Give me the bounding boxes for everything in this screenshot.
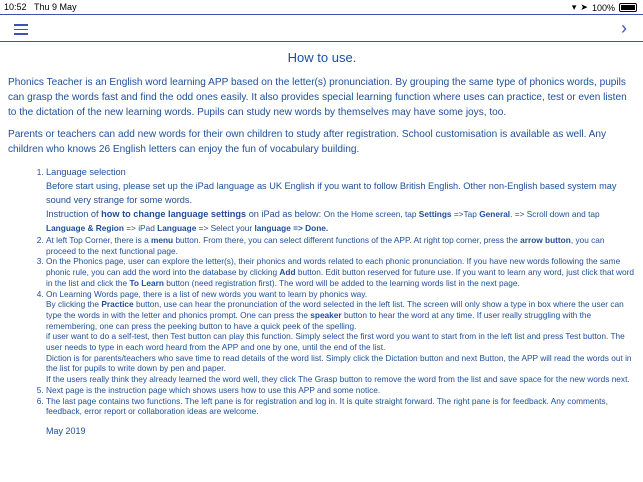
chevron-right-icon[interactable]: ›: [621, 18, 627, 38]
location-icon: ➤: [580, 2, 588, 12]
list-item-phonics: 3. On the Phonics page, user can explore the letter(s), their phonics and words related to each phonic pronunciation. If you have new words following the same phonic rule, you can add the word into the database by clicking Add button. Edit button reserved for future use. If you want to learn any word, just click that word in the list and click the To Learn button (need registration first). The word will be added to the learning words list in the next page.: [46, 256, 636, 288]
list-item-menu: 2. At left Top Corner, there is a menu button. From there, you can select different functions of the APP. At right top corner, press the arrow button, you can proceed to the next functional page.: [46, 235, 636, 256]
instruction-list: [8, 165, 636, 417]
top-nav-bar: [0, 14, 643, 42]
wifi-icon: ▾: [571, 2, 577, 12]
status-right: [572, 2, 637, 13]
battery-icon: [619, 3, 637, 12]
list-item-learning-words: 4. On Learning Words page, there is a list of new words you want to learn by phonics way. By clicking the Practice button, use can hear the pronunciation of the word selected in the left list. The screen will only show a type in box where the user can type the words in with the letter and phonics prompt. One can press the speaker button to hear the word at any time. If user really struggling with the remembering, one can press the peeking button to have a quick peek of the spelling. if user want to do a self-test, then Test button can play this function. Simply select the first word you want to start from in the left list and press Test button. The user needs to type in each word heard from the APP and one by one, until the end of the list. Diction is for parents/teachers who save time to read details of the word list. Simply click the Dictation button and next Button, the APP will read the words out in the list for pupils to write down by pen and paper. If the users really think they already learned the word well, they click The Grasp button to remove the word from the list and save space for the new words next.: [46, 289, 636, 385]
intro-paragraph-2: Parents or teachers can add new words for their own children to study after registration. School customisation is available as well. Any children who knows 26 English letters can enjoy the fun of vocabulary building.: [8, 129, 607, 155]
language-instruction: Instruction of how to change language settings on iPad as below: On the Home screen, tap Settings =>Tap General. => Scroll down and tap Language & Region => iPad Language => Select your language => Done.: [46, 209, 600, 233]
hamburger-menu-icon[interactable]: [14, 21, 28, 35]
page-title: How to use.: [287, 50, 357, 65]
language-heading: 1. Language selection: [46, 167, 126, 177]
list-item-instruction-page: 5. Next page is the instruction page which shows users how to use this APP and some notice.: [46, 385, 636, 396]
footer-date: May 2019: [46, 425, 86, 436]
battery-percent: 100%: [591, 2, 615, 13]
intro-paragraph-1: Phonics Teacher is an English word learning APP based on the letter(s) pronunciation. By grouping the same type of phonics words, pupils can grasp the words fast and find the odd ones easily. It also provides special learning function where uses can practice, test or even listen to the dictation of the new learning words. Pupils can study new words by themselves may have some joys, too.: [8, 77, 627, 118]
list-item-last-page: 6. The last page contains two functions. The left pane is for registration and log in. It is quite straight forward. The right pane is for feedback. Any comments, feedback, error report or collaboration ideas are welcome.: [46, 396, 636, 417]
list-item-language: [46, 165, 636, 235]
instruction-content: [8, 42, 636, 436]
status-time: 10:52 Thu 9 May: [4, 2, 77, 12]
language-body: Before start using, please set up the iPad language as UK English if you want to follow British English. Other non-English based system may sound very strange for some words.: [46, 181, 617, 205]
status-bar: [0, 0, 643, 14]
